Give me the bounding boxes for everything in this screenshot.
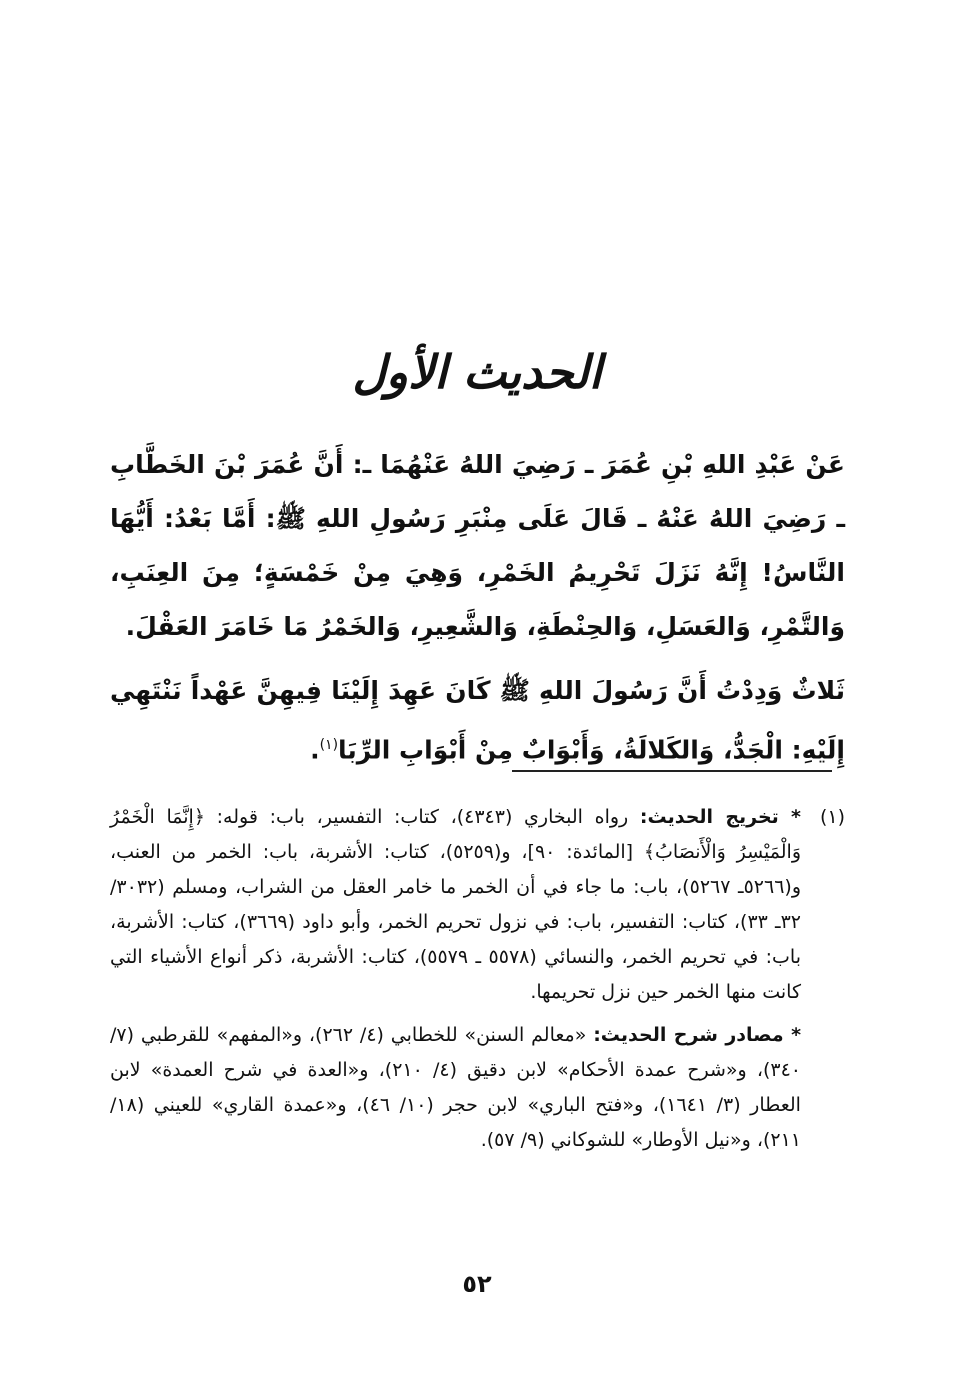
hadith-text	[110, 438, 845, 787]
footnote-reference[interactable]: (١)	[319, 737, 339, 753]
sources-paragraph	[110, 1018, 801, 1158]
takhrij-text: رواه البخاري (٤٣٤٣)، كتاب: التفسير، باب: قوله: ﴿إِنَّمَا الْخَمْرُ وَالْمَيْسِرُ وَالْأَنصَابُ﴾ [المائدة: ٩٠]، و(٥٢٥٩)، كتاب: الأشربة، باب: الخمر من العنب، و(٥٢٦٦ـ ٥٢٦٧)، باب: ما جاء في أن الخمر ما خامر العقل من الشراب، ومسلم (٣٠٣٢/ ٣٢ـ ٣٣)، كتاب: التفسير، باب: في نزول تحريم الخمر، وأبو داود (٣٦٦٩)، كتاب: الأشربة، باب: في تحريم الخمر، والنسائي (٥٥٧٨ ـ ٥٥٧٩)، كتاب: الأشربة، ذكر أنواع الأشياء التي كانت منها الخمر حين نزل تحريمها.	[110, 806, 802, 1003]
footnotes	[110, 800, 845, 1166]
hadith-paragraph-2-end: .	[310, 735, 320, 765]
chapter-title: الحديث الأول	[352, 345, 602, 399]
footnote-number: (١)	[819, 806, 845, 828]
footnote-body	[110, 800, 801, 1166]
sources-label: * مصادر شرح الحديث:	[593, 1024, 802, 1046]
footnote-separator	[512, 770, 832, 772]
takhrij-label: * تخريج الحديث:	[639, 806, 801, 828]
footnote-item	[110, 800, 845, 1166]
takhrij-paragraph	[110, 800, 801, 1010]
sources-text: «معالم السنن» للخطابي (٤/ ٢٦٢)، و«المفهم» للقرطبي (٧/ ٣٤٠)، و«شرح عمدة الأحكام» لابن دقيق (٤/ ٢١٠)، و«العدة في شرح العمدة» لابن العطار (٣/ ١٦٤١)، و«فتح الباري» لابن حجر (١٠/ ٤٦)، و«عمدة القاري» للعيني (١٨/ ٢١١)، و«نيل الأوطار» للشوكاني (٩/ ٥٧).	[110, 1024, 801, 1151]
hadith-paragraph-1: عَنْ عَبْدِ اللهِ بْنِ عُمَرَ ـ رَضِيَ اللهُ عَنْهُمَا ـ: أَنَّ عُمَرَ بْنَ الخَطَّابِ ـ رَضِيَ اللهُ عَنْهُ ـ قَالَ عَلَى مِنْبَرِ رَسُولِ اللهِ ﷺ: أَمَّا بَعْدُ: أَيُّهَا النَّاسُ! إِنَّهُ نَزَلَ تَحْرِيمُ الخَمْرِ، وَهِيَ مِنْ خَمْسَةٍ؛ مِنَ العِنَبِ، وَالتَّمْرِ، وَالعَسَلِ، وَالحِنْطَةِ، وَالشَّعِيرِ، وَالخَمْرُ مَا خَامَرَ العَقْلَ.	[110, 450, 845, 641]
hadith-paragraph-2	[110, 664, 845, 777]
page-number: ٥٢	[462, 1270, 492, 1298]
hadith-paragraph-2-text: ثَلاثٌ وَدِدْتُ أَنَّ رَسُولَ اللهِ ﷺ كَانَ عَهِدَ إِلَيْنَا فِيهِنَّ عَهْداً نَنْتَهِي إِلَيْهِ: الْجَدُّ، وَالكَلالَةُ، وَأَبْوَابٌ مِنْ أَبْوَابِ الرِّبَا	[110, 676, 845, 765]
